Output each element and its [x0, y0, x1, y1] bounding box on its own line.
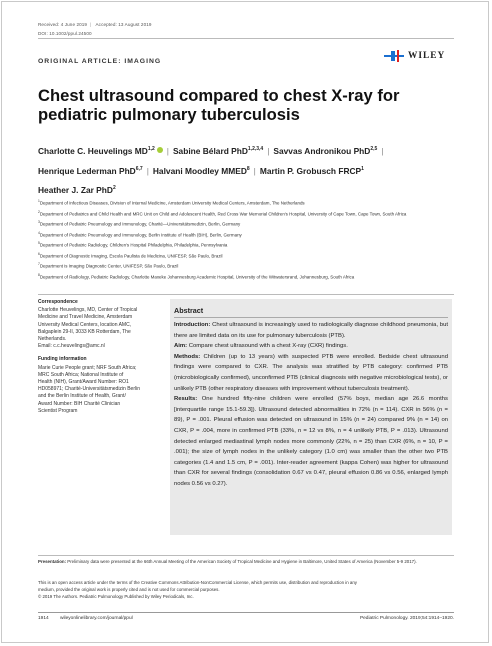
correspondence-line: Medicine and Travel Medicine, Amsterdam: [38, 314, 133, 321]
funding-line: MRC South Africa; National Institute of: [38, 371, 124, 378]
abstract-section-text: Children (up to 13 years) with suspected PTB were enrolled. Bedside chest ultrasound findings were compared to CXR. The analysis was stratified by PTB category: confirmed PTB (microbiologically confirmed), unconfirmed PTB (clinical diagnosis with negative microbiological tests), or unlikely PTB (other respiratory diseases with improvement without tuberculosis treatment).: [174, 353, 448, 392]
funding-heading: Funding information: [38, 356, 87, 363]
affiliation-item: [38, 239, 458, 250]
affiliation-text: Department of Infectious Diseases, Division of Internal Medicine, Amsterdam University Medical Centers, Amsterdam, The Netherlands: [39, 200, 305, 206]
abstract-section: [174, 394, 448, 489]
license-line: medium, provided the original work is properly cited and is not used for commercial purposes.: [38, 586, 220, 592]
author-list: [38, 140, 458, 199]
author-affiliation-numbers: 8: [246, 165, 250, 172]
author-name[interactable]: [38, 166, 143, 176]
affiliations-divider: [38, 294, 454, 295]
author-affiliation-numbers: 2: [112, 185, 116, 192]
journal-url[interactable]: wileyonlinelibrary.com/journal/ppul: [60, 616, 133, 621]
author-name-text: Martin P. Grobusch FRCP: [259, 165, 362, 176]
affiliation-number: 3: [38, 220, 40, 225]
author-separator: |: [381, 145, 384, 156]
affiliation-number: 4: [38, 230, 40, 235]
affiliation-text: Department of Radiology, Pediatric Radiology, Charlotte Maxeke Johannesburg Academic Hospital, University of the Witwatersrand, Johannesburg, South Africa: [39, 274, 355, 280]
abstract-box: [170, 299, 452, 535]
funding-line: and the Berlin Institute of Health, Grant/: [38, 393, 126, 400]
author-name-text: Savvas Andronikou PhD: [273, 145, 371, 156]
received-date: Received: 4 June 2019: [38, 22, 88, 27]
author-name-text: Halvani Moodley MMED: [152, 165, 247, 176]
sidebar-info: [38, 299, 156, 421]
article-type: ORIGINAL ARTICLE: IMAGING: [38, 58, 162, 65]
correspondence-text: [38, 307, 156, 350]
notes-divider: [38, 555, 454, 556]
author-name[interactable]: [38, 146, 163, 156]
correspondence-line: Email: c.c.heuvelings@amc.nl: [38, 343, 105, 350]
abstract-section-label: Results:: [174, 396, 198, 403]
correspondence-block: [38, 299, 156, 350]
correspondence-line: Charlotte Heuvelings, MD, Center of Tropical: [38, 307, 138, 314]
abstract-section-label: Introduction:: [174, 322, 211, 328]
license-line: This is an open access article under the terms of the Creative Commons Attribution-NonCommercial License, which permits use, distribution and reproduction in any: [38, 580, 357, 585]
abstract-section-text: Chest ultrasound is increasingly used to radiologically diagnose childhood pneumonia, but there are limited data on its use for pulmonary tuberculosis (PTB).: [174, 322, 448, 339]
abstract-heading: Abstract: [174, 306, 204, 315]
publisher-name: WILEY: [408, 51, 446, 61]
author-separator: |: [166, 145, 169, 156]
affiliation-number: 5: [38, 241, 40, 246]
author-name-text: Heather J. Zar PhD: [38, 185, 113, 196]
author-name[interactable]: [260, 166, 364, 176]
abstract-section-label: Methods:: [174, 353, 201, 360]
affiliation-text: Department of Pediatric Pneumology and Immunology, Berlin Institute of Health (BIH), Berlin, Germany: [39, 232, 242, 238]
funding-block: [38, 356, 156, 415]
affiliation-item: [38, 271, 458, 282]
affiliation-text: Department of Pediatric Pneumology and Immunology, Charité—Universitätsmedizin, Berlin, Germany: [39, 221, 241, 227]
correspondence-heading: Correspondence: [38, 299, 78, 305]
abstract-section-text: One hundred fifty-nine children were enrolled (57% boys, median age 26.6 months [interquartile range 15.1-59.3]). Ultrasound detected abnormalities in 72% (n = 114). CXR in 56% (n = 89), P = .001. Pleural effusion was detected on ultrasound in 15% (n = 24) compared 9% (n = 14) on CXR, P = .004, more in confirmed PTB (33%, n = 12 vs 8%, n = 4 unlikely PTB, P = .013). Ultrasound detected enlarged mediastinal lymph nodes more commonly (22%, n = 25) than CXR (6%, n = 10, P = .001); the size of lymph nodes in the unlikely category (1.0 cm) was smaller than the other two PTB categories (1.4 and 1.5 cm, P = .001). Inter-reader agreement (kappa Cohen) was higher for ultrasound than CXR for several findings (consolidation 0.67 vs 0.47, pleural effusion 0.86 vs 0.56, enlarged lymph nodes 0.56 vs 0.27).: [174, 396, 448, 487]
affiliation-text: Department of Diagnostic Imaging, Escola Paulista de Medicina, UNIFESP, São Paulo, Brazil: [39, 253, 223, 259]
affiliation-number: 6: [38, 251, 40, 256]
author-affiliation-numbers: 2,5: [370, 146, 378, 152]
affiliation-item: [38, 250, 458, 261]
author-name-text: Henrique Lederman PhD: [38, 165, 136, 176]
presentation-label: Presentation:: [38, 559, 67, 564]
author-separator: |: [267, 145, 270, 156]
author-affiliation-numbers: 1,2,3,4: [247, 146, 264, 152]
orcid-icon[interactable]: [157, 147, 163, 153]
funding-line: Award Number: BIH Charité Clinician: [38, 400, 121, 407]
license-text: [38, 580, 454, 600]
affiliation-item: [38, 260, 458, 271]
funding-line: Health (NIH), Grant/Award Number: RO1: [38, 379, 129, 386]
abstract-divider: [174, 317, 448, 318]
affiliation-item: [38, 218, 458, 229]
affiliation-number: 1: [38, 199, 40, 203]
author-name[interactable]: [273, 146, 377, 156]
correspondence-line: Balgaplein 29-II, 3033 KB Rotterdam, The: [38, 328, 131, 335]
affiliation-number: 7: [38, 262, 40, 267]
abstract-body: [174, 320, 448, 490]
accepted-date: Accepted: 13 August 2019: [95, 22, 152, 27]
correspondence-line: University Medical Centers, location AMC,: [38, 321, 132, 328]
author-separator: |: [253, 165, 256, 176]
meta-separator: |: [90, 22, 92, 27]
presentation-text: Preliminary data were presented at the 66th Annual Meeting of the American Society of Tropical Medicine and Hygiene in Baltimore, United States of America (November 5-9 2017).: [66, 559, 417, 564]
affiliation-number: 8: [38, 273, 40, 278]
author-name[interactable]: [38, 185, 116, 195]
funding-text: [38, 365, 156, 415]
abstract-section-text: Compare chest ultrasound with a chest X-ray (CXR) findings.: [187, 343, 348, 350]
abstract-section-label: Aim:: [174, 343, 188, 350]
funding-line: HD058971; Charité-Universitätsmedizin Berlin: [38, 386, 140, 393]
article-dates: [38, 22, 155, 27]
abstract-section: [174, 352, 448, 394]
author-affiliation-numbers: 6,7: [135, 165, 143, 172]
author-affiliation-numbers: 1,2: [147, 146, 155, 152]
copyright-line: © 2019 The Authors. Pediatric Pulmonology Published by Wiley Periodicals, Inc.: [38, 593, 194, 599]
affiliation-item: [38, 208, 458, 219]
affiliation-text: Department of Pediatric Radiology, Children's Hospital Philadelphia, Philadelphia, Pennsylvania: [39, 242, 228, 248]
author-name-text: Sabine Bélard PhD: [172, 145, 248, 156]
affiliation-number: 2: [38, 209, 40, 214]
article-title: Chest ultrasound compared to chest X-ray for pediatric pulmonary tuberculosis: [38, 86, 400, 124]
journal-citation: Pediatric Pulmonology. 2019;54:1914–1920.: [359, 616, 454, 621]
page-footer: [38, 616, 454, 621]
affiliations: [38, 197, 458, 282]
author-affiliation-numbers: 1: [361, 165, 364, 172]
publisher-logo: [384, 49, 445, 63]
footer-divider: [38, 612, 454, 613]
abstract-section: [174, 341, 448, 352]
affiliation-item: [38, 229, 458, 240]
affiliation-text: Department of Pediatrics and Child Health and MRC Unit on Child and Adolescent Health, Red Cross War Memorial Children's Hospital, University of Cape Town, Cape Town, South Africa: [39, 211, 407, 217]
header-divider: [38, 38, 454, 39]
page-number: 1914: [38, 616, 49, 621]
doi[interactable]: DOI: 10.1002/ppul.24500: [38, 31, 92, 36]
affiliation-text: Department is Imaging Diagnostic Center, UNIFESP, São Paulo, Brazil: [39, 263, 179, 269]
funding-line: Marie Curie People grant; NRF South Africa;: [38, 364, 137, 371]
affiliation-item: [38, 197, 458, 208]
abstract-section: [174, 320, 448, 341]
author-separator: |: [146, 165, 149, 176]
presentation-note: [38, 559, 454, 566]
author-name-text: Charlotte C. Heuvelings MD: [38, 145, 148, 156]
author-name[interactable]: [153, 166, 250, 176]
author-name[interactable]: [173, 146, 263, 156]
correspondence-line: Netherlands.: [38, 336, 67, 343]
wiley-logo-icon: [384, 50, 404, 62]
funding-line: Scientist Program: [38, 407, 78, 414]
